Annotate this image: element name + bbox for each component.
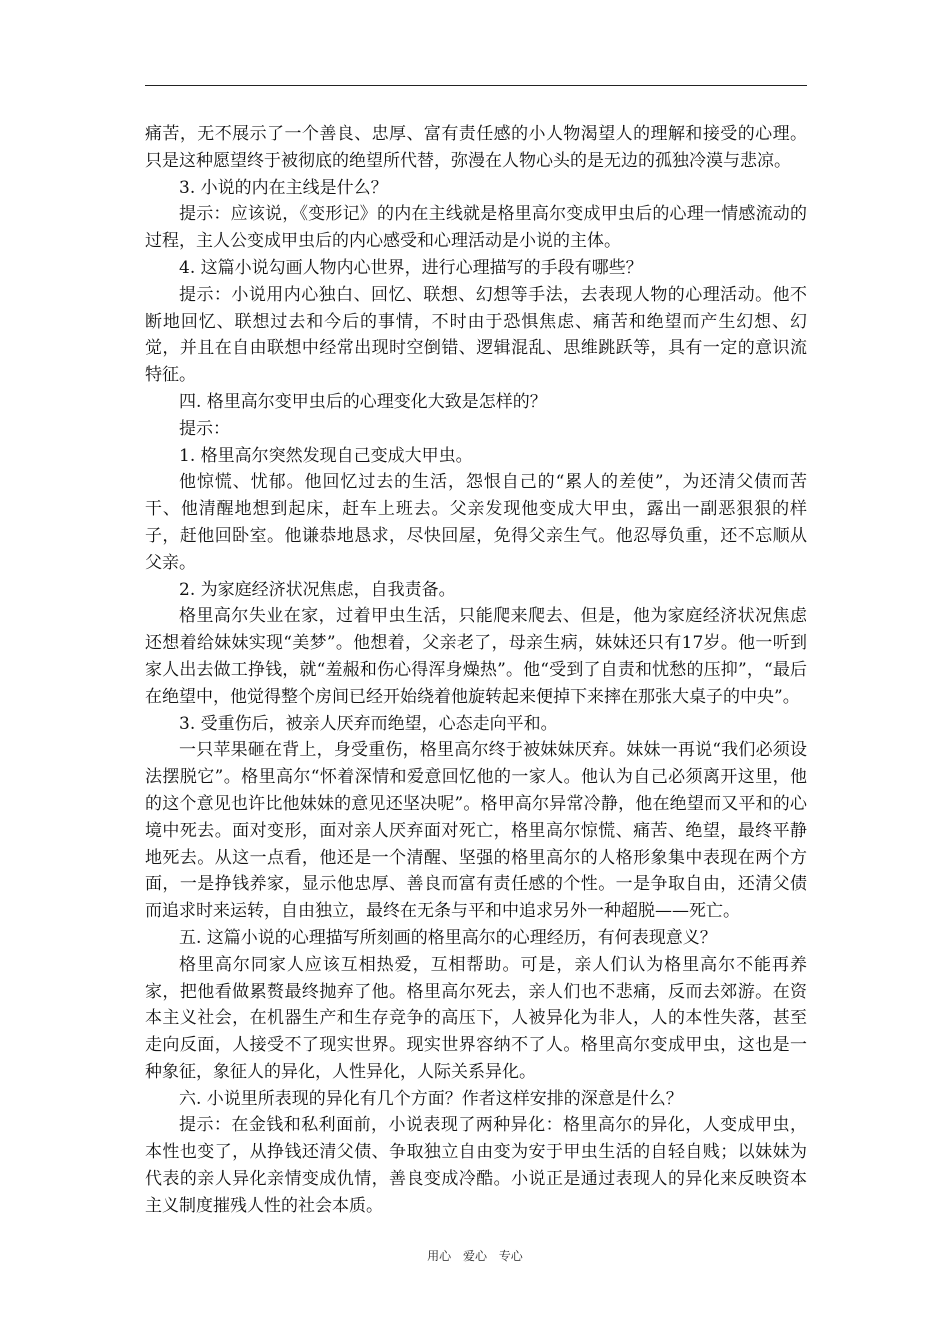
question-heading: 3. 小说的内在主线是什么？ bbox=[179, 177, 388, 198]
section-heading: 五. 这篇小说的心理描写所刻画的格里高尔的心理经历，有何表现意义？ bbox=[179, 927, 717, 948]
question-heading: 4. 这篇小说勾画人物内心世界，进行心理描写的手段有哪些？ bbox=[179, 257, 643, 278]
header-rule bbox=[145, 85, 807, 86]
list-item-heading: 2. 为家庭经济状况焦虑，自我责备。 bbox=[179, 579, 456, 600]
section-heading: 四. 格里高尔变甲虫后的心理变化大致是怎样的？ bbox=[179, 391, 547, 412]
paragraph: 痛苦，无不展示了一个善良、忠厚、富有责任感的小人物渴望人的理解和接受的心理。只是这种愿望终于被彻底的绝望所代替，弥漫在人物心头的是无边的孤独冷漠与悲凉。 bbox=[145, 124, 807, 171]
paragraph: 提示：应该说，《变形记》的内在主线就是格里高尔变成甲虫后的心理一情感流动的过程，主人公变成甲虫后的内心感受和心理活动是小说的主体。 bbox=[145, 204, 807, 252]
page-footer: 用心 爱心 专心 bbox=[427, 1249, 523, 1263]
document-body bbox=[145, 121, 807, 1220]
list-item-heading: 1. 格里高尔突然发现自己变成大甲虫。 bbox=[179, 445, 473, 466]
paragraph: 提示：在金钱和私利面前，小说表现了两种异化：格里高尔的异化，人变成甲虫，本性也变了，从挣钱还清父债、争取独立自由变为安于甲虫生活的自轻自贱；以妹妹为代表的亲人异化亲情变成仇情，善良变成冷酷。小说正是通过表现人的异化来反映资本主义制度摧残人性的社会本质。 bbox=[145, 1115, 807, 1216]
paragraph: 提示：小说用内心独白、回忆、联想、幻想等手法，去表现人物的心理活动。他不断地回忆、联想过去和今后的事情，不时由于恐惧焦虑、痛苦和绝望而产生幻想、幻觉，并且在自由联想中经常出现时空倒错、逻辑混乱、思维跳跃等，具有一定的意识流特征。 bbox=[145, 284, 807, 386]
section-heading: 六. 小说里所表现的异化有几个方面？作者这样安排的深意是什么？ bbox=[179, 1088, 683, 1109]
paragraph: 他惊慌、忧郁。他回忆过去的生活，怨恨自己的“累人的差使”，为还清父债而苦干、他清醒地想到起床，赶车上班去。父亲发现他变成大甲虫，露出一副恶狠狠的样子，赶他回卧室。他谦恭地恳求，尽快回屋，免得父亲生气。他忍辱负重，还不忘顺从父亲。 bbox=[145, 472, 807, 573]
paragraph: 一只苹果砸在背上，身受重伤，格里高尔终于被妹妹厌弃。妹妹一再说“我们必须设法摆脱它”。格里高尔“怀着深情和爱意回忆他的一家人。他认为自己必须离开这里，他的这个意见也许比他妹妹的意见还坚决呢”。格甲高尔异常冷静，他在绝望而又平和的心境中死去。面对变形，面对亲人厌弃面对死亡，格里高尔惊慌、痛苦、绝望，最终平静地死去。从这一点看，他还是一个清醒、坚强的格里高尔的人格形象集中表现在两个方面，一是挣钱养家，显示他忠厚、善良而富有责任感的个性。一是争取自由，还清父债而追求时来运转，自由独立，最终在无条与平和中追求另外一种超脱——死亡。 bbox=[145, 740, 807, 922]
list-item-heading: 3. 受重伤后，被亲人厌弃而绝望，心态走向平和。 bbox=[179, 713, 558, 734]
paragraph: 提示： bbox=[179, 418, 230, 439]
paragraph: 格里高尔失业在家，过着甲虫生活，只能爬来爬去、但是，他为家庭经济状况焦虑还想着给妹妹实现“美梦”。他想着，父亲老了，母亲生病，妹妹还只有17岁。他一听到家人出去做工挣钱，就“羞赧和伤心得浑身燥热”。他“受到了自责和忧愁的压抑”，“最后在绝望中，他觉得整个房间已经开始绕着他旋转起来便掉下来摔在那张大桌子的中央”。 bbox=[145, 606, 807, 707]
paragraph: 格里高尔同家人应该互相热爱，互相帮助。可是，亲人们认为格里高尔不能再养家，把他看做累赘最终抛弃了他。格里高尔死去，亲人们也不悲痛，反而去郊游。在资本主义社会，在机器生产和生存竞争的高压下，人被异化为非人，人的本性失落，甚至走向反面，人接受不了现实世界。现实世界容纳不了人。格里高尔变成甲虫，这也是一种象征，象征人的异化，人性异化，人际关系异化。 bbox=[145, 954, 807, 1082]
